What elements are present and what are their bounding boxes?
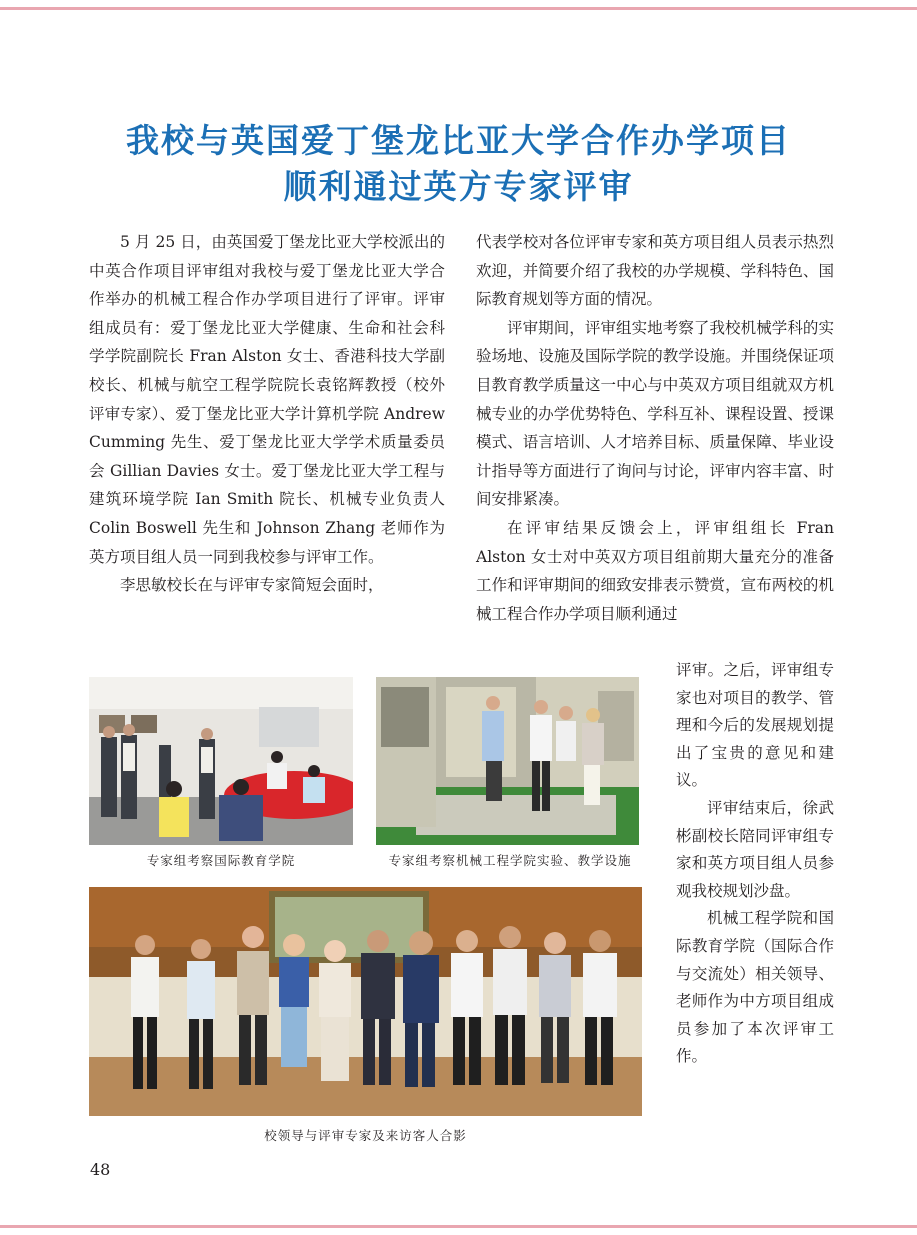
photo1-caption: 专家组考察国际教育学院 [146,853,296,868]
paragraph: 5 月 25 日，由英国爱丁堡龙比亚大学校派出的中英合作项目评审组对我校与爱丁堡龙比亚大学合作举办的机械工程合作办学项目进行了评审。评审组成员有：爱丁堡龙比亚大学健康、生命和社会科学学院副院长 Fran Alston 女士、香港科技大学副校长、机械与航空工程学院院长袁铭辉教授（校外评审专家）、爱丁堡龙比亚大学计算机学院 Andrew Cumming 先生、爱丁堡龙比亚大学学术质量委员会 Gillian Davies 女士。爱丁堡龙比亚大学工程与建筑环境学院 Ian Smith 院长、机械专业负责人 Colin Boswell 先生和 Johnson Zhang 老师作为英方项目组人员一同到我校参与评审工作。 [89,233,445,566]
top-rule [0,7,917,10]
photo2-caption: 专家组考察机械工程学院实验、教学设施 [388,853,632,868]
paragraph: 评审结束后，徐武彬副校长陪同评审组专家和英方项目组人员参观我校规划沙盘。 [676,798,834,900]
bottom-rule [0,1225,917,1228]
page-number: 48 [90,1160,111,1179]
article-title-line1: 我校与英国爱丁堡龙比亚大学合作办学项目 [126,121,791,160]
left-column [89,228,445,600]
paragraph: 李思敏校长在与评审专家简短会面时， [120,576,384,595]
paragraph-continuation: 评审。之后，评审组专家也对项目的教学、管理和今后的发展规划提出了宝贵的意见和建议。 [676,661,834,790]
photo-mechanical-lab [376,677,639,845]
photo-group [89,887,642,1116]
narrow-column [676,657,834,1071]
paragraph: 在评审结果反馈会上，评审组组长 Fran Alston 女士对中英双方项目组前期大量充分的准备工作和评审期间的细致安排表示赞赏，宣布两校的机械工程合作办学项目顺利通过 [476,518,834,623]
photo-international-college [89,677,353,845]
right-column [476,228,834,628]
article-title-line2: 顺利通过英方专家评审 [283,167,634,206]
paragraph: 机械工程学院和国际教育学院（国际合作与交流处）相关领导、老师作为中方项目组成员参加了本次评审工作。 [676,909,834,1066]
paragraph-continuation: 代表学校对各位评审专家和英方项目组人员表示热烈欢迎，并简要介绍了我校的办学规模、学科特色、国际教育规划等方面的情况。 [476,233,834,309]
paragraph: 评审期间，评审组实地考察了我校机械学科的实验场地、设施及国际学院的教学设施。并围绕保证项目教育教学质量这一中心与中英双方项目组就双方机械专业的办学优势特色、学科互补、课程设置、授课模式、语言培训、人才培养目标、质量保障、毕业设计指导等方面进行了询问与讨论，评审内容丰富、时间安排紧凑。 [476,318,834,509]
photo3-caption: 校领导与评审专家及来访客人合影 [264,1128,467,1143]
